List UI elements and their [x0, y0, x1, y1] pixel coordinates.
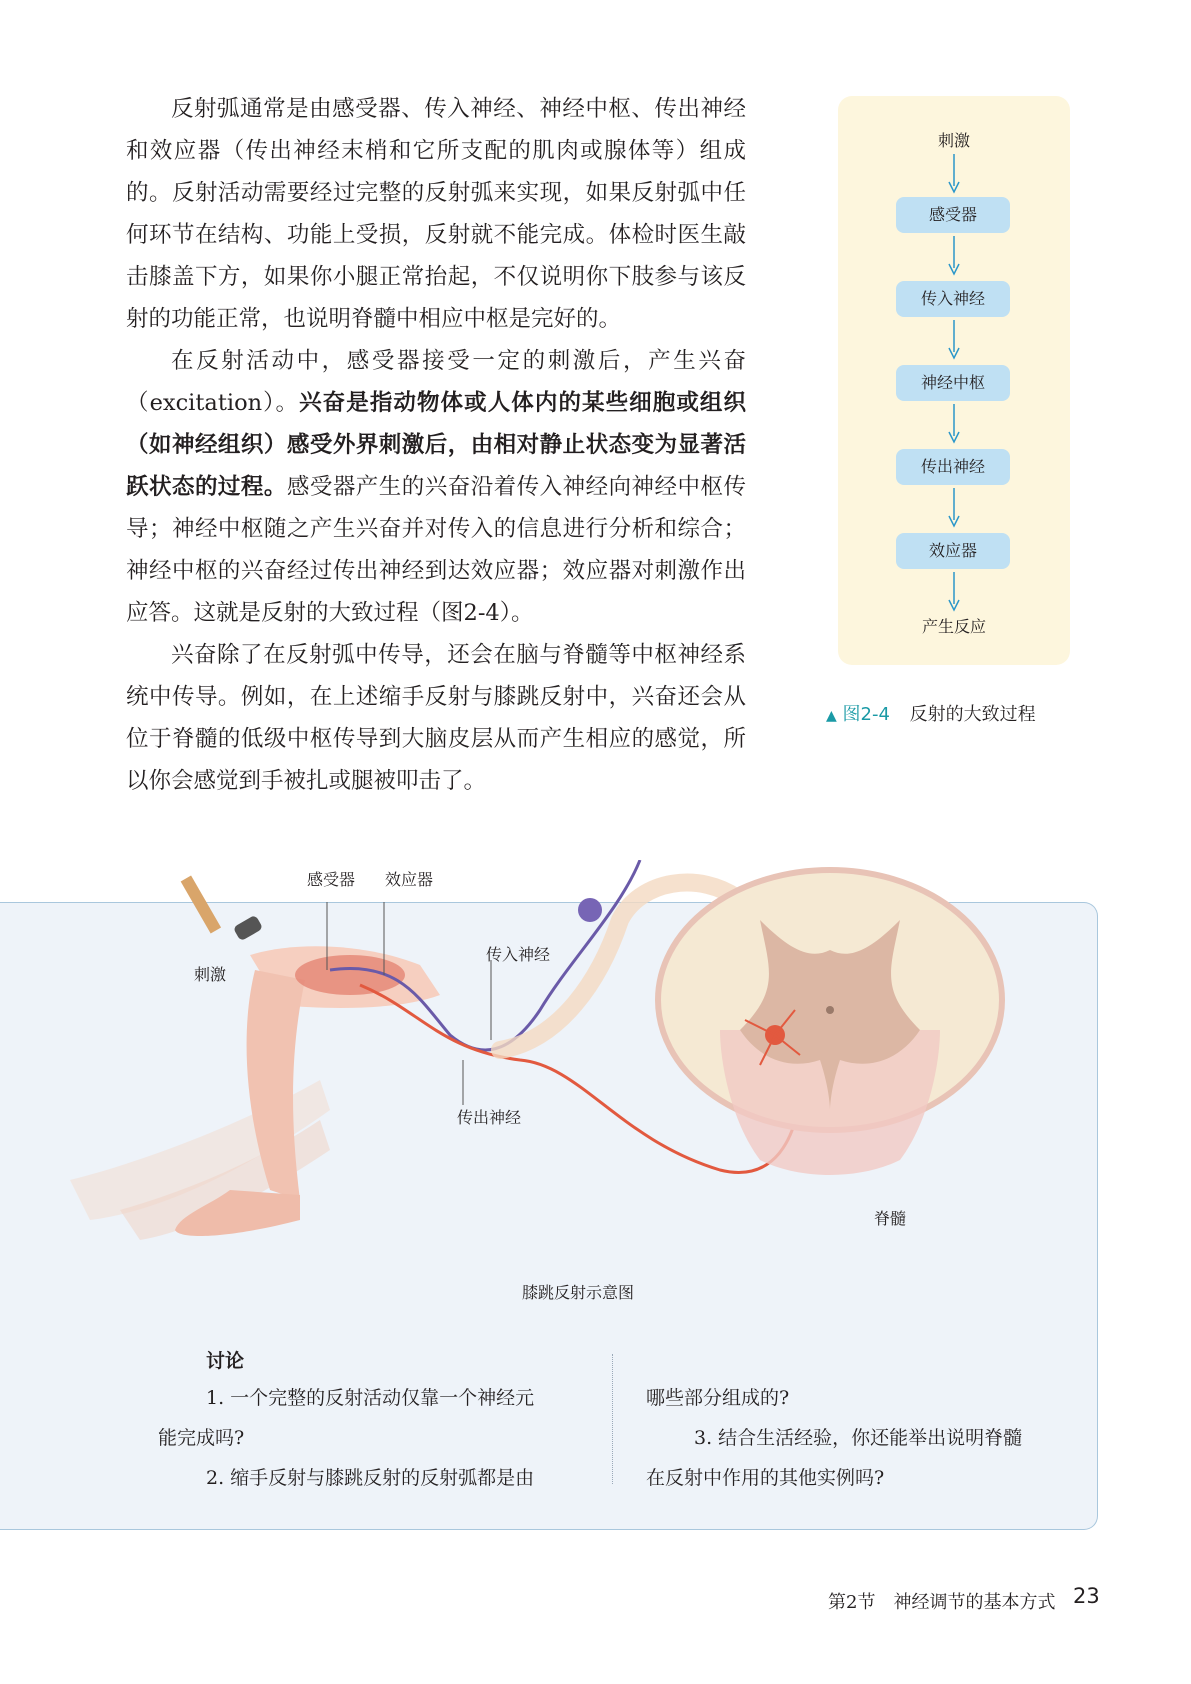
paragraph-2-end: 感受器产生的兴奋沿着传入神经向神经中枢传导；神经中枢随之产生兴奋并对传入的信息进行分析和综合；神经中枢的兴奋经过传出神经到达效应器；效应器对刺激作出应答。这就是反射的大致过程（图2-4）。 [126, 474, 746, 626]
label-afferent: 传入神经 [486, 945, 551, 964]
figure-caption: 膝跳反射示意图 [522, 1283, 635, 1302]
flow-start: 刺激 [937, 131, 971, 150]
question-3b: 在反射中作用的其他实例吗? [646, 1467, 885, 1489]
label-spinal-cord: 脊髓 [874, 1209, 907, 1228]
flow-caption [826, 700, 1036, 726]
paragraph-2 [126, 340, 746, 634]
label-effector: 效应器 [385, 870, 434, 889]
paragraph-1: 反射弧通常是由感受器、传入神经、神经中枢、传出神经和效应器（传出神经末梢和它所支配的肌肉或腺体等）组成的。反射活动需要经过完整的反射弧来实现，如果反射弧中任何环节在结构、功能上受损，反射就不能完成。体检时医生敲击膝盖下方，如果你小腿正常抬起，不仅说明你下肢参与该反射的功能正常，也说明脊髓中相应中枢是完好的。 [126, 96, 746, 332]
flow-arrow-icon [947, 488, 961, 528]
knee-reflex-illustration [0, 860, 1098, 1300]
flow-end: 产生反应 [921, 617, 987, 636]
flow-step-effector: 效应器 [896, 533, 1010, 569]
flow-arrow-icon [947, 404, 961, 444]
excitation-definition: 兴奋是指动物体或人体内的某些细胞或组织（如神经组织）感受外界刺激后，由相对静止状态变为显著活跃状态的过程。 [126, 390, 746, 500]
page-number: 23 [1073, 1584, 1100, 1608]
reflex-hammer-head [233, 915, 264, 942]
flow-step-afferent: 传入神经 [896, 281, 1010, 317]
question-2a: 2. 缩手反射与膝跳反射的反射弧都是由 [206, 1467, 535, 1489]
caption-text: 反射的大致过程 [909, 704, 1036, 725]
label-receptor: 感受器 [307, 870, 356, 889]
flow-arrow-icon [947, 154, 961, 194]
footer-section-title: 第2节 神经调节的基本方式 [828, 1592, 1056, 1613]
flow-step-center: 神经中枢 [896, 365, 1010, 401]
ganglion [578, 898, 602, 922]
label-stimulus: 刺激 [194, 965, 227, 984]
question-3a: 3. 结合生活经验，你还能举出说明脊髓 [694, 1427, 1023, 1449]
caption-triangle-icon: ▲ [826, 708, 837, 724]
central-canal [826, 1006, 834, 1014]
flow-step-receptor: 感受器 [896, 197, 1010, 233]
reflex-hammer-icon [181, 876, 221, 934]
reflex-flow-chart [838, 96, 1070, 665]
flow-step-efferent: 传出神经 [896, 449, 1010, 485]
flow-arrow-icon [947, 572, 961, 612]
question-1a: 1. 一个完整的反射活动仅靠一个神经元 [206, 1387, 535, 1409]
paragraph-3: 兴奋除了在反射弧中传导，还会在脑与脊髓等中枢神经系统中传导。例如，在上述缩手反射与膝跳反射中，兴奋还会从位于脊髓的低级中枢传导到大脑皮层从而产生相应的感觉，所以你会感觉到手被扎或腿被叩击了。 [126, 642, 746, 794]
caption-number: 图2-4 [842, 704, 890, 725]
question-1b: 能完成吗? [158, 1427, 245, 1449]
flow-arrow-icon [947, 320, 961, 360]
flow-arrow-icon [947, 236, 961, 276]
label-efferent: 传出神经 [457, 1108, 522, 1127]
discussion-title: 讨论 [206, 1350, 245, 1372]
paragraph-2-start: 在反射活动中，感受器接受一定的刺激后，产生兴奋（excitation）。 [126, 348, 746, 416]
body-text [126, 88, 746, 802]
question-2b: 哪些部分组成的? [646, 1387, 790, 1409]
discussion-left-column [158, 1378, 598, 1498]
column-divider [612, 1354, 613, 1484]
discussion-right-column [646, 1378, 1076, 1498]
